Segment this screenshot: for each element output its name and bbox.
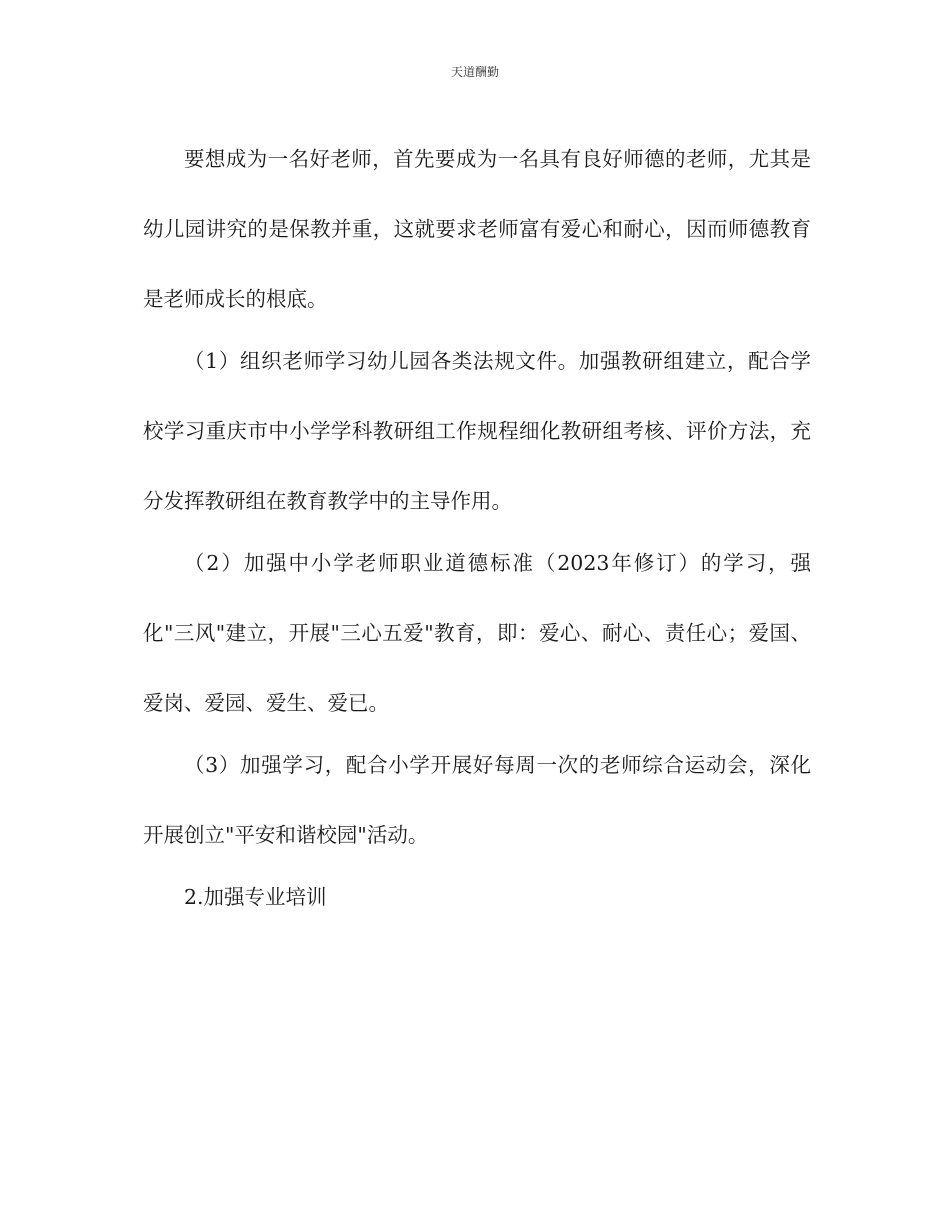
section-heading-professional-training: 2.加强专业培训 [184, 885, 327, 909]
document-body [143, 124, 811, 932]
paragraph-item-2: （2）加强中小学老师职业道德标准（2023年修订）的学习，强化"三风"建立，开展"三心五爱"教育，即：爱心、耐心、责任心；爱国、爱岗、爱园、爱生、爱已。 [143, 551, 811, 715]
paragraph-item-3: （3）加强学习，配合小学开展好每周一次的老师综合运动会，深化开展创立"平安和谐校园"活动。 [143, 753, 811, 847]
paragraph-teacher-ethics: 要想成为一名好老师，首先要成为一名具有良好师德的老师，尤其是幼儿园讲究的是保教并重，这就要求老师富有爱心和耐心，因而师德教育是老师成长的根底。 [143, 147, 811, 311]
page-header: 天道酬勤 [450, 65, 499, 79]
paragraph-item-1: （1）组织老师学习幼儿园各类法规文件。加强教研组建立，配合学校学习重庆市中小学学科教研组工作规程细化教研组考核、评价方法，充分发挥教研组在教育教学中的主导作用。 [143, 349, 811, 513]
